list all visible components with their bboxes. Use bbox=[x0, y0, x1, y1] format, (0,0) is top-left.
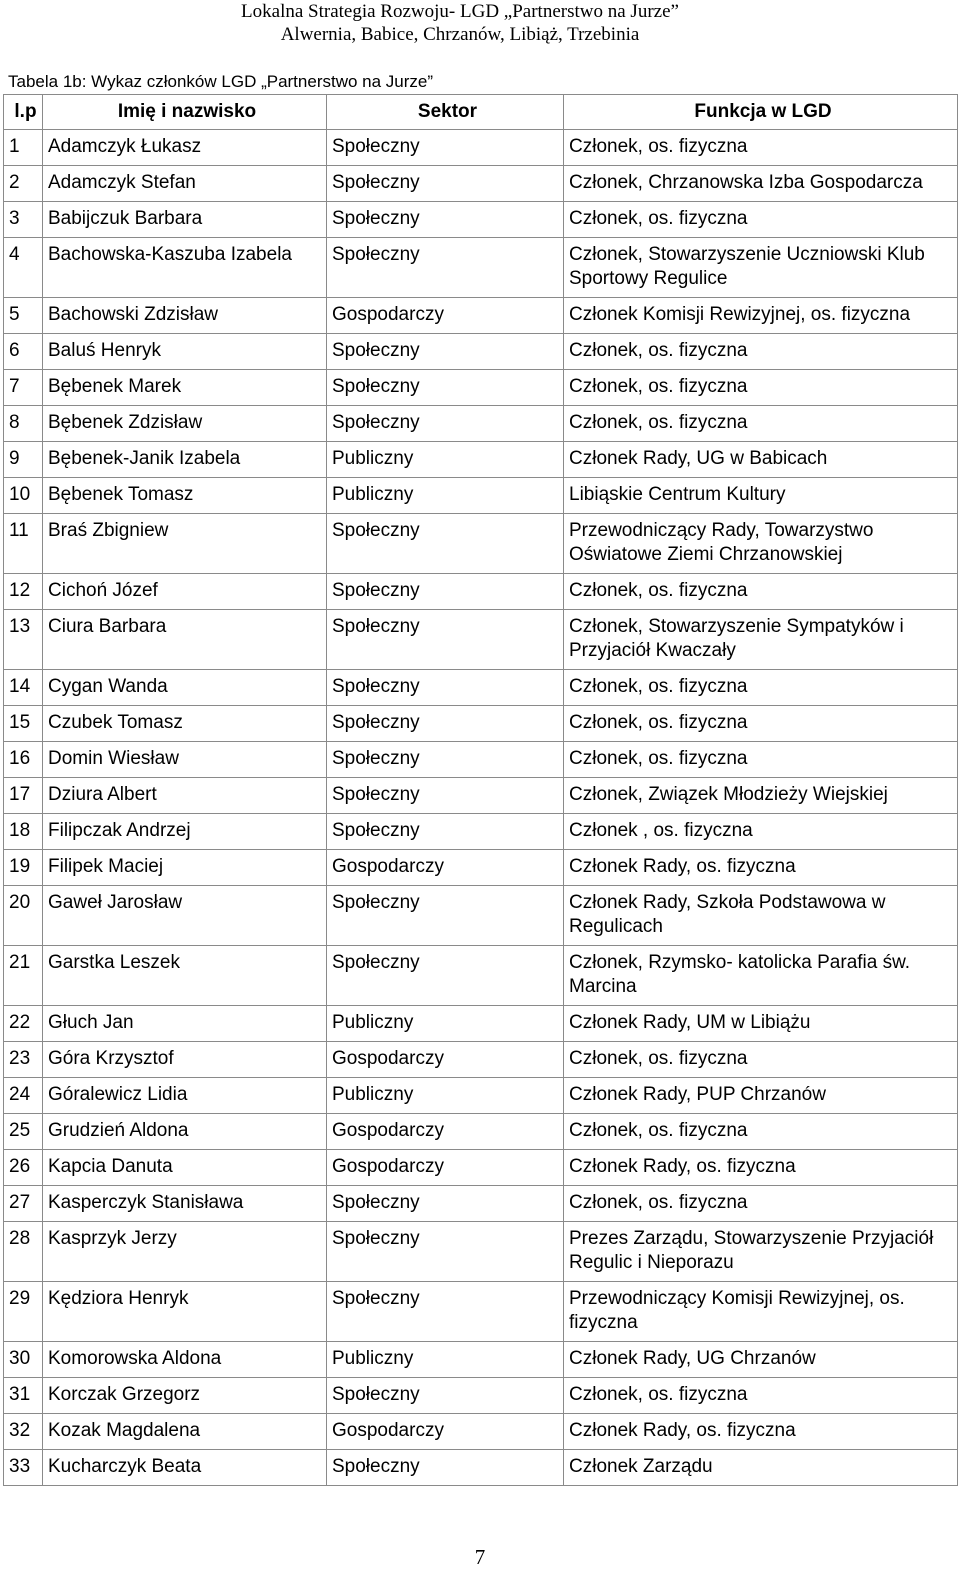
cell-sector: Społeczny bbox=[327, 814, 564, 850]
cell-name: Bachowski Zdzisław bbox=[43, 298, 327, 334]
cell-lp: 27 bbox=[4, 1186, 43, 1222]
cell-sector: Publiczny bbox=[327, 478, 564, 514]
cell-role: Członek Rady, UM w Libiążu bbox=[564, 1006, 958, 1042]
table-row bbox=[4, 1342, 958, 1378]
cell-sector: Gospodarczy bbox=[327, 1414, 564, 1450]
cell-lp: 13 bbox=[4, 610, 43, 670]
table-row bbox=[4, 514, 958, 574]
cell-sector: Społeczny bbox=[327, 238, 564, 298]
cell-role: Członek, os. fizyczna bbox=[564, 742, 958, 778]
table-row bbox=[4, 1186, 958, 1222]
column-header-name: Imię i nazwisko bbox=[43, 95, 327, 130]
cell-name: Komorowska Aldona bbox=[43, 1342, 327, 1378]
cell-name: Bębenek Zdzisław bbox=[43, 406, 327, 442]
cell-lp: 28 bbox=[4, 1222, 43, 1282]
cell-role: Członek, os. fizyczna bbox=[564, 1114, 958, 1150]
cell-role: Członek , os. fizyczna bbox=[564, 814, 958, 850]
table-row bbox=[4, 574, 958, 610]
page-number: 7 bbox=[474, 1545, 486, 1569]
cell-name: Kasprzyk Jerzy bbox=[43, 1222, 327, 1282]
cell-sector: Społeczny bbox=[327, 574, 564, 610]
cell-sector: Społeczny bbox=[327, 130, 564, 166]
cell-sector: Gospodarczy bbox=[327, 850, 564, 886]
cell-role: Przewodniczący Rady, Towarzystwo Oświatowe Ziemi Chrzanowskiej bbox=[564, 514, 958, 574]
cell-sector: Społeczny bbox=[327, 886, 564, 946]
cell-sector: Społeczny bbox=[327, 166, 564, 202]
cell-lp: 24 bbox=[4, 1078, 43, 1114]
cell-role: Członek Rady, os. fizyczna bbox=[564, 1150, 958, 1186]
cell-role: Członek, os. fizyczna bbox=[564, 1378, 958, 1414]
cell-sector: Społeczny bbox=[327, 1378, 564, 1414]
cell-sector: Gospodarczy bbox=[327, 1150, 564, 1186]
cell-name: Bachowska-Kaszuba Izabela bbox=[43, 238, 327, 298]
cell-lp: 6 bbox=[4, 334, 43, 370]
cell-name: Bębenek Marek bbox=[43, 370, 327, 406]
cell-lp: 29 bbox=[4, 1282, 43, 1342]
cell-lp: 8 bbox=[4, 406, 43, 442]
cell-name: Gaweł Jarosław bbox=[43, 886, 327, 946]
cell-name: Braś Zbigniew bbox=[43, 514, 327, 574]
table-row bbox=[4, 370, 958, 406]
cell-role: Członek, os. fizyczna bbox=[564, 706, 958, 742]
cell-name: Kasperczyk Stanisława bbox=[43, 1186, 327, 1222]
cell-role: Członek, Rzymsko- katolicka Parafia św. Marcina bbox=[564, 946, 958, 1006]
cell-role: Członek, os. fizyczna bbox=[564, 1186, 958, 1222]
cell-role: Członek Rady, UG w Babicach bbox=[564, 442, 958, 478]
cell-name: Garstka Leszek bbox=[43, 946, 327, 1006]
table-row bbox=[4, 610, 958, 670]
cell-sector: Społeczny bbox=[327, 670, 564, 706]
cell-lp: 3 bbox=[4, 202, 43, 238]
table-row bbox=[4, 886, 958, 946]
column-header-role: Funkcja w LGD bbox=[564, 95, 958, 130]
cell-name: Kędziora Henryk bbox=[43, 1282, 327, 1342]
table-row bbox=[4, 1450, 958, 1486]
cell-name: Adamczyk Łukasz bbox=[43, 130, 327, 166]
cell-name: Głuch Jan bbox=[43, 1006, 327, 1042]
table-row bbox=[4, 1222, 958, 1282]
cell-lp: 15 bbox=[4, 706, 43, 742]
cell-role: Członek, os. fizyczna bbox=[564, 1042, 958, 1078]
cell-name: Góra Krzysztof bbox=[43, 1042, 327, 1078]
cell-lp: 33 bbox=[4, 1450, 43, 1486]
cell-sector: Publiczny bbox=[327, 442, 564, 478]
table-row bbox=[4, 202, 958, 238]
cell-name: Cichoń Józef bbox=[43, 574, 327, 610]
cell-sector: Społeczny bbox=[327, 742, 564, 778]
cell-name: Babijczuk Barbara bbox=[43, 202, 327, 238]
cell-role: Prezes Zarządu, Stowarzyszenie Przyjaciół Regulic i Nieporazu bbox=[564, 1222, 958, 1282]
cell-lp: 18 bbox=[4, 814, 43, 850]
table-body bbox=[4, 130, 958, 1486]
table-row bbox=[4, 670, 958, 706]
cell-name: Kapcia Danuta bbox=[43, 1150, 327, 1186]
cell-sector: Społeczny bbox=[327, 370, 564, 406]
cell-sector: Społeczny bbox=[327, 610, 564, 670]
cell-sector: Społeczny bbox=[327, 1222, 564, 1282]
cell-lp: 12 bbox=[4, 574, 43, 610]
cell-role: Członek, os. fizyczna bbox=[564, 670, 958, 706]
cell-role: Członek, os. fizyczna bbox=[564, 130, 958, 166]
cell-lp: 17 bbox=[4, 778, 43, 814]
cell-sector: Społeczny bbox=[327, 946, 564, 1006]
cell-sector: Gospodarczy bbox=[327, 1042, 564, 1078]
cell-sector: Społeczny bbox=[327, 202, 564, 238]
table-row bbox=[4, 1114, 958, 1150]
cell-name: Korczak Grzegorz bbox=[43, 1378, 327, 1414]
cell-role: Członek Rady, os. fizyczna bbox=[564, 850, 958, 886]
table-row bbox=[4, 442, 958, 478]
column-header-lp: l.p bbox=[4, 95, 43, 130]
cell-role: Członek Rady, UG Chrzanów bbox=[564, 1342, 958, 1378]
table-row bbox=[4, 478, 958, 514]
cell-sector: Społeczny bbox=[327, 706, 564, 742]
cell-name: Kozak Magdalena bbox=[43, 1414, 327, 1450]
cell-name: Czubek Tomasz bbox=[43, 706, 327, 742]
cell-lp: 30 bbox=[4, 1342, 43, 1378]
cell-role: Członek, Stowarzyszenie Sympatyków i Przyjaciół Kwaczały bbox=[564, 610, 958, 670]
cell-lp: 7 bbox=[4, 370, 43, 406]
table-row bbox=[4, 334, 958, 370]
cell-lp: 10 bbox=[4, 478, 43, 514]
table-row bbox=[4, 778, 958, 814]
cell-name: Cygan Wanda bbox=[43, 670, 327, 706]
cell-sector: Społeczny bbox=[327, 406, 564, 442]
cell-role: Członek, Chrzanowska Izba Gospodarcza bbox=[564, 166, 958, 202]
cell-lp: 11 bbox=[4, 514, 43, 574]
cell-name: Filipek Maciej bbox=[43, 850, 327, 886]
cell-role: Członek Komisji Rewizyjnej, os. fizyczna bbox=[564, 298, 958, 334]
cell-sector: Społeczny bbox=[327, 514, 564, 574]
cell-lp: 5 bbox=[4, 298, 43, 334]
table-row bbox=[4, 1282, 958, 1342]
cell-role: Członek Rady, Szkoła Podstawowa w Regulicach bbox=[564, 886, 958, 946]
cell-role: Członek, os. fizyczna bbox=[564, 334, 958, 370]
table-row bbox=[4, 1414, 958, 1450]
cell-lp: 22 bbox=[4, 1006, 43, 1042]
cell-lp: 14 bbox=[4, 670, 43, 706]
cell-lp: 4 bbox=[4, 238, 43, 298]
cell-role: Przewodniczący Komisji Rewizyjnej, os. fizyczna bbox=[564, 1282, 958, 1342]
cell-sector: Społeczny bbox=[327, 778, 564, 814]
cell-role: Członek Rady, PUP Chrzanów bbox=[564, 1078, 958, 1114]
table-row bbox=[4, 742, 958, 778]
cell-sector: Publiczny bbox=[327, 1078, 564, 1114]
cell-role: Członek Rady, os. fizyczna bbox=[564, 1414, 958, 1450]
cell-lp: 23 bbox=[4, 1042, 43, 1078]
cell-name: Bębenek Tomasz bbox=[43, 478, 327, 514]
cell-lp: 32 bbox=[4, 1414, 43, 1450]
cell-sector: Społeczny bbox=[327, 334, 564, 370]
table-row bbox=[4, 1378, 958, 1414]
cell-role: Członek, Związek Młodzieży Wiejskiej bbox=[564, 778, 958, 814]
cell-sector: Społeczny bbox=[327, 1186, 564, 1222]
table-row bbox=[4, 238, 958, 298]
table-caption: Tabela 1b: Wykaz członków LGD „Partnerstwo na Jurze” bbox=[8, 72, 434, 91]
table-row bbox=[4, 406, 958, 442]
cell-lp: 21 bbox=[4, 946, 43, 1006]
table-header-row bbox=[4, 95, 958, 130]
table-row bbox=[4, 130, 958, 166]
cell-role: Libiąskie Centrum Kultury bbox=[564, 478, 958, 514]
cell-lp: 16 bbox=[4, 742, 43, 778]
table-row bbox=[4, 814, 958, 850]
cell-role: Członek, Stowarzyszenie Uczniowski Klub Sportowy Regulice bbox=[564, 238, 958, 298]
cell-name: Kucharczyk Beata bbox=[43, 1450, 327, 1486]
cell-lp: 9 bbox=[4, 442, 43, 478]
table-row bbox=[4, 1042, 958, 1078]
cell-name: Grudzień Aldona bbox=[43, 1114, 327, 1150]
table-row bbox=[4, 298, 958, 334]
cell-lp: 26 bbox=[4, 1150, 43, 1186]
cell-role: Członek, os. fizyczna bbox=[564, 574, 958, 610]
cell-lp: 1 bbox=[4, 130, 43, 166]
cell-lp: 25 bbox=[4, 1114, 43, 1150]
cell-sector: Społeczny bbox=[327, 1282, 564, 1342]
cell-name: Filipczak Andrzej bbox=[43, 814, 327, 850]
table-row bbox=[4, 166, 958, 202]
table-row bbox=[4, 706, 958, 742]
cell-sector: Publiczny bbox=[327, 1006, 564, 1042]
cell-sector: Gospodarczy bbox=[327, 298, 564, 334]
members-table bbox=[3, 94, 958, 1486]
column-header-sector: Sektor bbox=[327, 95, 564, 130]
table-row bbox=[4, 946, 958, 1006]
cell-name: Baluś Henryk bbox=[43, 334, 327, 370]
table-row bbox=[4, 1150, 958, 1186]
cell-lp: 19 bbox=[4, 850, 43, 886]
cell-role: Członek, os. fizyczna bbox=[564, 370, 958, 406]
cell-lp: 20 bbox=[4, 886, 43, 946]
cell-name: Bębenek-Janik Izabela bbox=[43, 442, 327, 478]
document-header bbox=[240, 0, 680, 46]
header-subtitle: Alwernia, Babice, Chrzanów, Libiąż, Trzebinia bbox=[280, 24, 640, 45]
table-row bbox=[4, 1006, 958, 1042]
cell-name: Domin Wiesław bbox=[43, 742, 327, 778]
table-row bbox=[4, 1078, 958, 1114]
table-row bbox=[4, 850, 958, 886]
cell-role: Członek Zarządu bbox=[564, 1450, 958, 1486]
cell-lp: 31 bbox=[4, 1378, 43, 1414]
header-title: Lokalna Strategia Rozwoju- LGD „Partnerstwo na Jurze” bbox=[241, 1, 679, 22]
cell-role: Członek, os. fizyczna bbox=[564, 202, 958, 238]
cell-sector: Gospodarczy bbox=[327, 1114, 564, 1150]
cell-lp: 2 bbox=[4, 166, 43, 202]
cell-name: Góralewicz Lidia bbox=[43, 1078, 327, 1114]
cell-name: Ciura Barbara bbox=[43, 610, 327, 670]
cell-sector: Publiczny bbox=[327, 1342, 564, 1378]
cell-name: Dziura Albert bbox=[43, 778, 327, 814]
cell-name: Adamczyk Stefan bbox=[43, 166, 327, 202]
cell-role: Członek, os. fizyczna bbox=[564, 406, 958, 442]
cell-sector: Społeczny bbox=[327, 1450, 564, 1486]
